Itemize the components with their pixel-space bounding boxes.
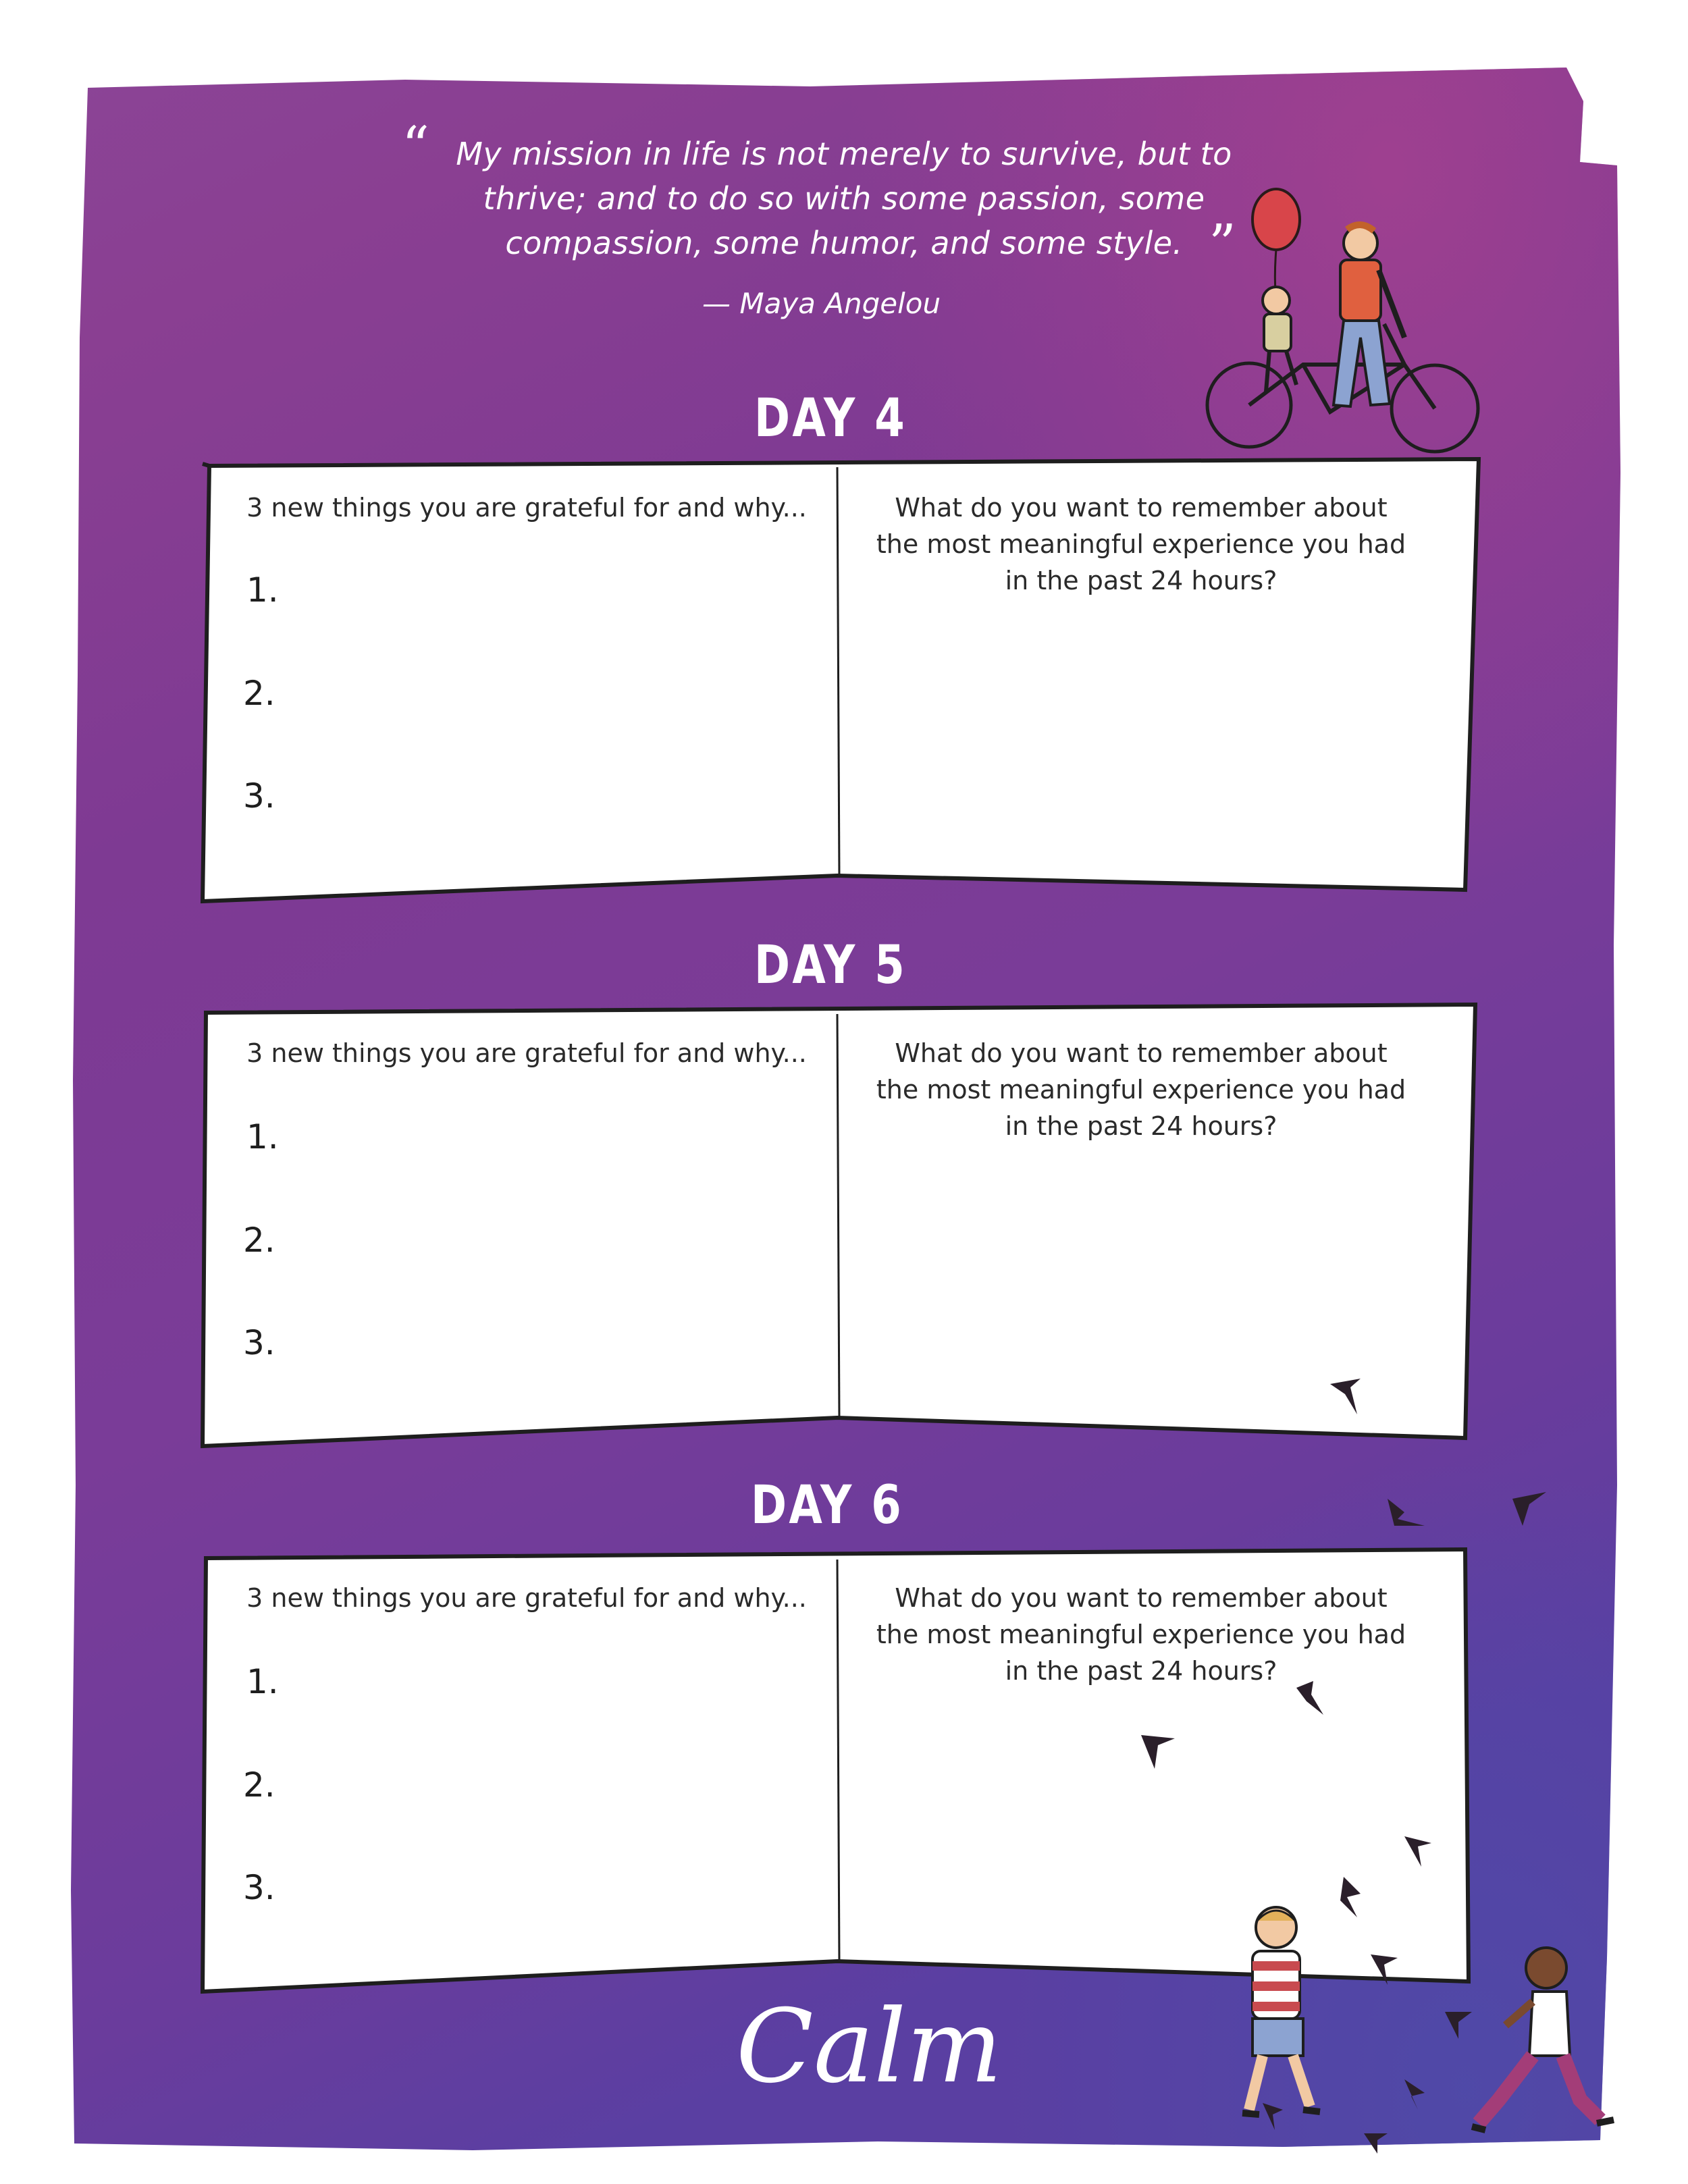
bird-icon bbox=[1330, 1379, 1361, 1414]
bird-icon bbox=[1141, 1735, 1175, 1769]
remember-prompt-line: the most meaningful experience you had bbox=[876, 1075, 1406, 1104]
remember-prompt-line: in the past 24 hours? bbox=[1005, 566, 1277, 595]
remember-prompt-line: What do you want to remember about bbox=[895, 1583, 1388, 1613]
quote-line: My mission in life is not merely to survive, but to bbox=[456, 136, 1232, 172]
open-quote-icon: “ bbox=[402, 115, 429, 178]
gratitude-item-3-label: 3. bbox=[243, 776, 275, 816]
bird-icon bbox=[1404, 1836, 1431, 1867]
remember-prompt-line: What do you want to remember about bbox=[895, 493, 1388, 523]
quote-line: compassion, some humor, and some style. bbox=[505, 225, 1183, 261]
gratitude-item-3-label: 3. bbox=[243, 1868, 275, 1907]
gratitude-item-1-label: 1. bbox=[246, 570, 279, 610]
gratitude-item-3-label: 3. bbox=[243, 1323, 275, 1362]
gratitude-item-2-label: 2. bbox=[243, 674, 275, 713]
gratitude-item-1-label: 1. bbox=[246, 1117, 279, 1156]
quote-line: thrive; and to do so with some passion, some bbox=[483, 180, 1205, 217]
day-4-title: DAY 4 bbox=[754, 388, 907, 449]
remember-prompt-line: the most meaningful experience you had bbox=[876, 529, 1406, 559]
remember-prompt-line: in the past 24 hours? bbox=[1005, 1656, 1277, 1686]
bird-icon bbox=[1388, 1499, 1425, 1526]
remember-prompt bbox=[851, 489, 1431, 599]
gratitude-item-2-label: 2. bbox=[243, 1765, 275, 1805]
grateful-prompt: 3 new things you are grateful for and why... bbox=[246, 1038, 807, 1068]
quote-author: — Maya Angelou bbox=[702, 287, 941, 320]
bird-icon bbox=[1512, 1492, 1546, 1526]
remember-prompt-line: in the past 24 hours? bbox=[1005, 1111, 1277, 1141]
bird-icon bbox=[1296, 1681, 1323, 1715]
remember-prompt bbox=[851, 1035, 1431, 1144]
grateful-prompt: 3 new things you are grateful for and why... bbox=[246, 1583, 807, 1613]
grateful-prompt: 3 new things you are grateful for and why... bbox=[246, 493, 807, 523]
remember-prompt-line: What do you want to remember about bbox=[895, 1038, 1388, 1068]
children-illustration bbox=[1215, 1897, 1620, 2154]
remember-prompt-line: the most meaningful experience you had bbox=[876, 1620, 1406, 1649]
gratitude-item-1-label: 1. bbox=[246, 1662, 279, 1701]
calm-logo: Calm bbox=[736, 1988, 1003, 2106]
close-quote-icon: ” bbox=[1209, 213, 1236, 275]
day-6-title: DAY 6 bbox=[751, 1475, 903, 1536]
day-5-title: DAY 5 bbox=[754, 935, 907, 996]
gratitude-item-2-label: 2. bbox=[243, 1221, 275, 1260]
